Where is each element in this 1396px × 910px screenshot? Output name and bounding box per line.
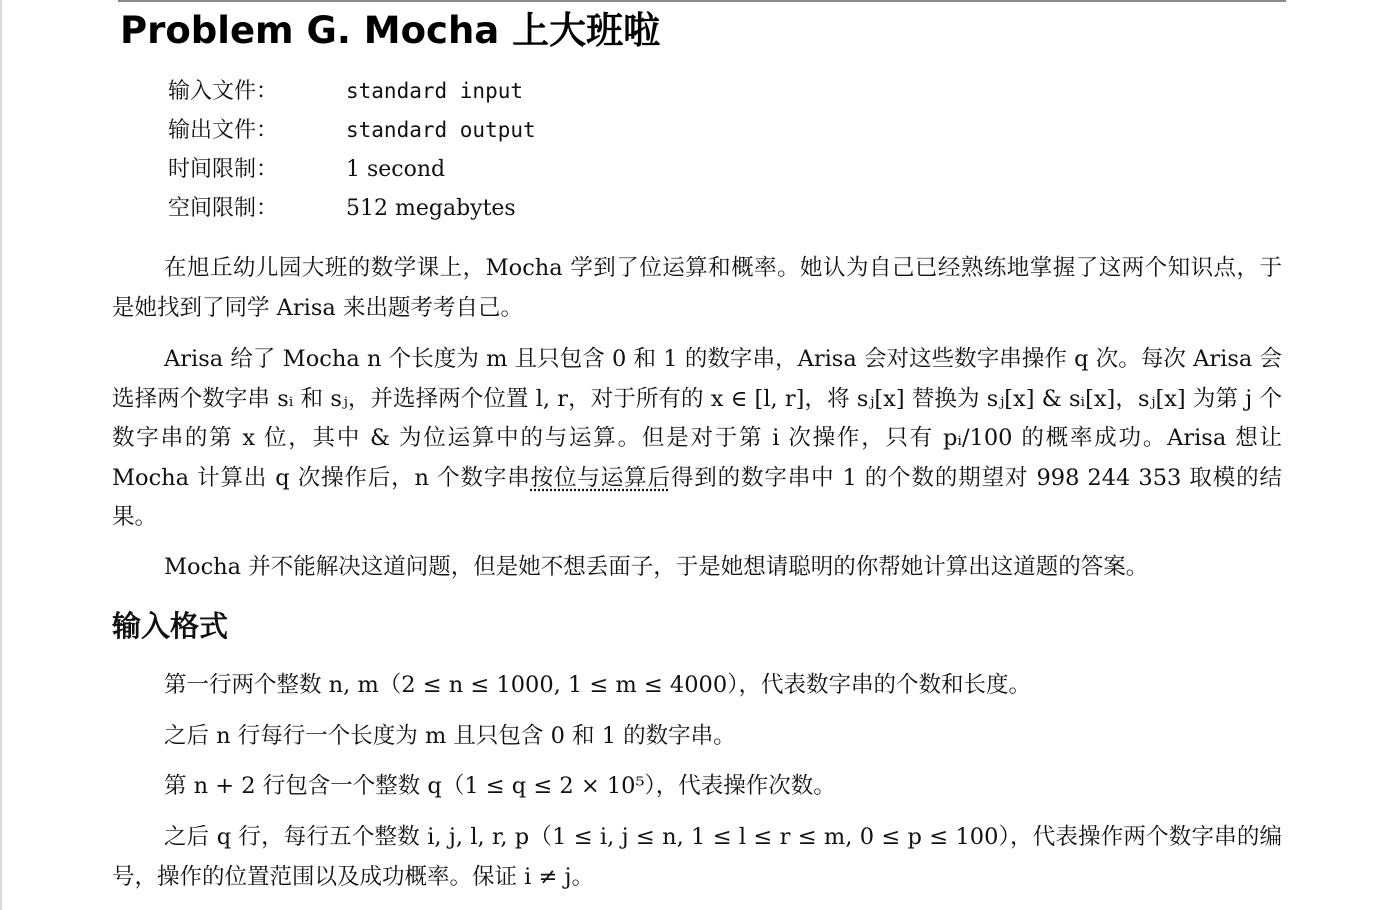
statement-paragraph-2 [112, 340, 1282, 538]
meta-row-memory-limit [168, 189, 536, 228]
input-format-line-1: 第一行两个整数 n, m（2 ≤ n ≤ 1000, 1 ≤ m ≤ 4000），代表数字串的个数和长度。 [164, 672, 1031, 698]
input-format-line-4: 之后 q 行，每行五个整数 i, j, l, r, p（1 ≤ i, j ≤ n, 1 ≤ l ≤ r ≤ m, 0 ≤ p ≤ 100），代表操作两个数字串的编号，操作的位置范围以及成功概率。保证 i ≠ j。 [112, 824, 1282, 890]
header-rule [118, 0, 1286, 2]
problem-limits [168, 72, 536, 228]
meta-row-time-limit [168, 150, 536, 189]
meta-row-output-file [168, 111, 536, 150]
meta-key: 空间限制： [168, 196, 279, 221]
problem-title: Problem G. Mocha 上大班啦 [120, 9, 661, 52]
input-format-heading: 输入格式 [112, 609, 229, 643]
meta-key: 输出文件： [168, 118, 279, 143]
statement-paragraph-1: 在旭丘幼儿园大班的数学课上，Mocha 学到了位运算和概率。她认为自己已经熟练地掌握了这两个知识点，于是她找到了同学 Arisa 来出题考考自己。 [112, 255, 1282, 321]
meta-key: 时间限制： [168, 157, 279, 182]
meta-value: standard input [346, 79, 524, 103]
statement-text: Arisa 给了 Mocha n 个长度为 m 且只包含 0 和 1 的数字串，Arisa 会对这些数字串操作 q 次。每次 Arisa 会选择两个数字串 sᵢ 和 sⱼ，并选择两个位置 l, r，对于所有的 x ∈ [l, r]，将 sⱼ[x] 替换为 sⱼ[x] & sᵢ[x]，sⱼ[x] 为第 j 个数字串的第 x 位，其中 & 为位运算中的与运算。但是对于第 i 次操作，只有 pᵢ/100 的概率成功。Arisa 想让 Mocha 计算出 q 次操作后，n 个数字串 [112, 346, 1282, 491]
meta-value: 1 second [346, 157, 446, 182]
emphasized-term: 按位与运算后 [530, 464, 671, 491]
statement-text: 得到的数字串中 1 的个数的期望对 998 244 353 取模的结果。 [112, 464, 1282, 530]
meta-row-input-file [168, 72, 536, 111]
input-format-line-3: 第 n + 2 行包含一个整数 q（1 ≤ q ≤ 2 × 10⁵），代表操作次数。 [164, 773, 836, 799]
meta-value: standard output [346, 118, 536, 142]
input-format-line-2: 之后 n 行每行一个长度为 m 且只包含 0 和 1 的数字串。 [164, 723, 736, 749]
meta-value: 512 megabytes [346, 196, 516, 221]
statement-paragraph-3: Mocha 并不能解决这道问题，但是她不想丢面子，于是她想请聪明的你帮她计算出这道题的答案。 [164, 554, 1149, 580]
meta-key: 输入文件： [168, 79, 279, 104]
page-left-edge [0, 0, 2, 910]
